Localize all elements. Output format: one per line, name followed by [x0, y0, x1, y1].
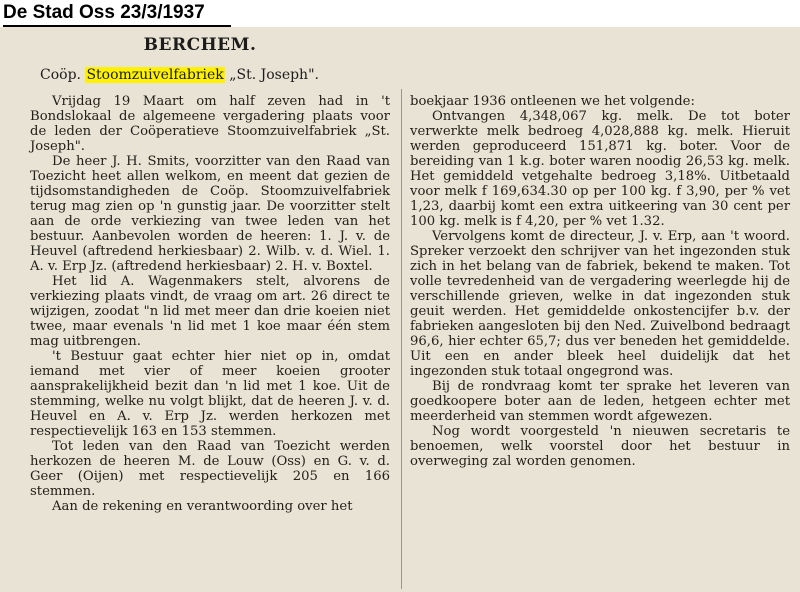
right-column: [410, 94, 790, 469]
paragraph: Tot leden van den Raad van Toezicht werden herkozen de heeren M. de Louw (Oss) en G. v. d. Geer (Oijen) met respectievelijk 205 en 166 stemmen.: [30, 439, 390, 499]
newspaper-clipping: [0, 27, 800, 592]
article-subheading: [40, 67, 319, 83]
paragraph-continuation: boekjaar 1936 ontleenen we het volgende:: [410, 94, 695, 109]
paragraph: Ontvangen 4,348,067 kg. melk. De tot boter verwerkte melk bedroeg 4,028,888 kg. melk. Hieruit werden geproduceerd 151,871 kg. boter. Voor de bereiding van 1 k.g. boter waren noodig 26,53 kg. melk. Het gemiddeld vetgehalte bedroeg 3,18%. Uitbetaald voor melk f 169,634.30 op per 100 kg. f 3,90, per % vet 1,23, daarbij komt een extra uitkeering van 30 cent per 100 kg. melk is f 4,20, per % vet 1.32.: [410, 109, 790, 229]
column-divider: [401, 89, 402, 589]
subheading-suffix: „St. Joseph".: [229, 67, 319, 83]
paragraph: Vervolgens komt de directeur, J. v. Erp, aan 't woord. Spreker verzoekt den schrijver van het ingezonden stuk zich in het belang van de fabriek, bekend te maken. Tot volle tevredenheid van de vergadering weerlegde hij de verschillende grieven, welke in dat ingezonden stuk geuit werden. Het gemiddelde onkostencijfer b.v. der fabrieken aangesloten bij den Ned. Zuivelbond bedraagt 96,6, hier echter 65,7; dus ver beneden het gemiddelde. Uit een en ander bleek heel duidelijk dat het ingezonden stuk totaal ongegrond was.: [410, 229, 790, 379]
paragraph: 't Bestuur gaat echter hier niet op in, omdat iemand met vier of meer koeien grooter aansprakelijkheid bezit dan 'n lid met 1 koe. Uit de stemming, welke nu volgt blijkt, dat de heeren J. v. d. Heuvel en A. v. Erp Jz. werden herkozen met respectievelijk 163 en 153 stemmen.: [30, 349, 390, 439]
subheading-prefix: Coöp.: [40, 67, 81, 83]
paragraph: De heer J. H. Smits, voorzitter van den Raad van Toezicht heet allen welkom, en meent dat gezien de tijdsomstandigheden de Coöp. Stoomzuivelfabriek terug mag zien op 'n gunstig jaar. De voorzitter stelt aan de orde verkiezing van twee leden van het bestuur. Aanbevolen worden de heeren: 1. J. v. de Heuvel (aftredend herkiesbaar) 2. Wilb. v. d. Wiel. 1. A. v. Erp Jz. (aftredend herkiesbaar) 2. H. v. Boxtel.: [30, 154, 390, 274]
paragraph: Vrijdag 19 Maart om half zeven had in 't Bondslokaal de algemeene vergadering plaats voor de leden der Coöperatieve Stoomzuivelfabriek „St. Joseph".: [30, 94, 390, 154]
article-heading: BERCHEM.: [143, 35, 257, 55]
paragraph: Bij de rondvraag komt ter sprake het leveren van goedkoopere boter aan de leden, hetgeen echter met meerderheid van stemmen wordt afgewezen.: [410, 379, 790, 424]
paragraph: Nog wordt voorgesteld 'n nieuwen secretaris te benoemen, welk voorstel door het bestuur in overweging zal worden genomen.: [410, 424, 790, 469]
paragraph: Aan de rekening en verantwoording over het: [52, 499, 353, 514]
left-column: [30, 94, 390, 514]
highlighted-keyword: Stoomzuivelfabriek: [86, 67, 224, 83]
newspaper-caption: De Stad Oss 23/3/1937: [3, 1, 231, 27]
paragraph: Het lid A. Wagenmakers stelt, alvorens de verkiezing plaats vindt, de vraag om art. 26 direct te wijzigen, zoodat "n lid met meer dan drie koeien niet twee, maar evenals 'n lid met 1 koe maar één stem mag uitbrengen.: [30, 274, 390, 349]
